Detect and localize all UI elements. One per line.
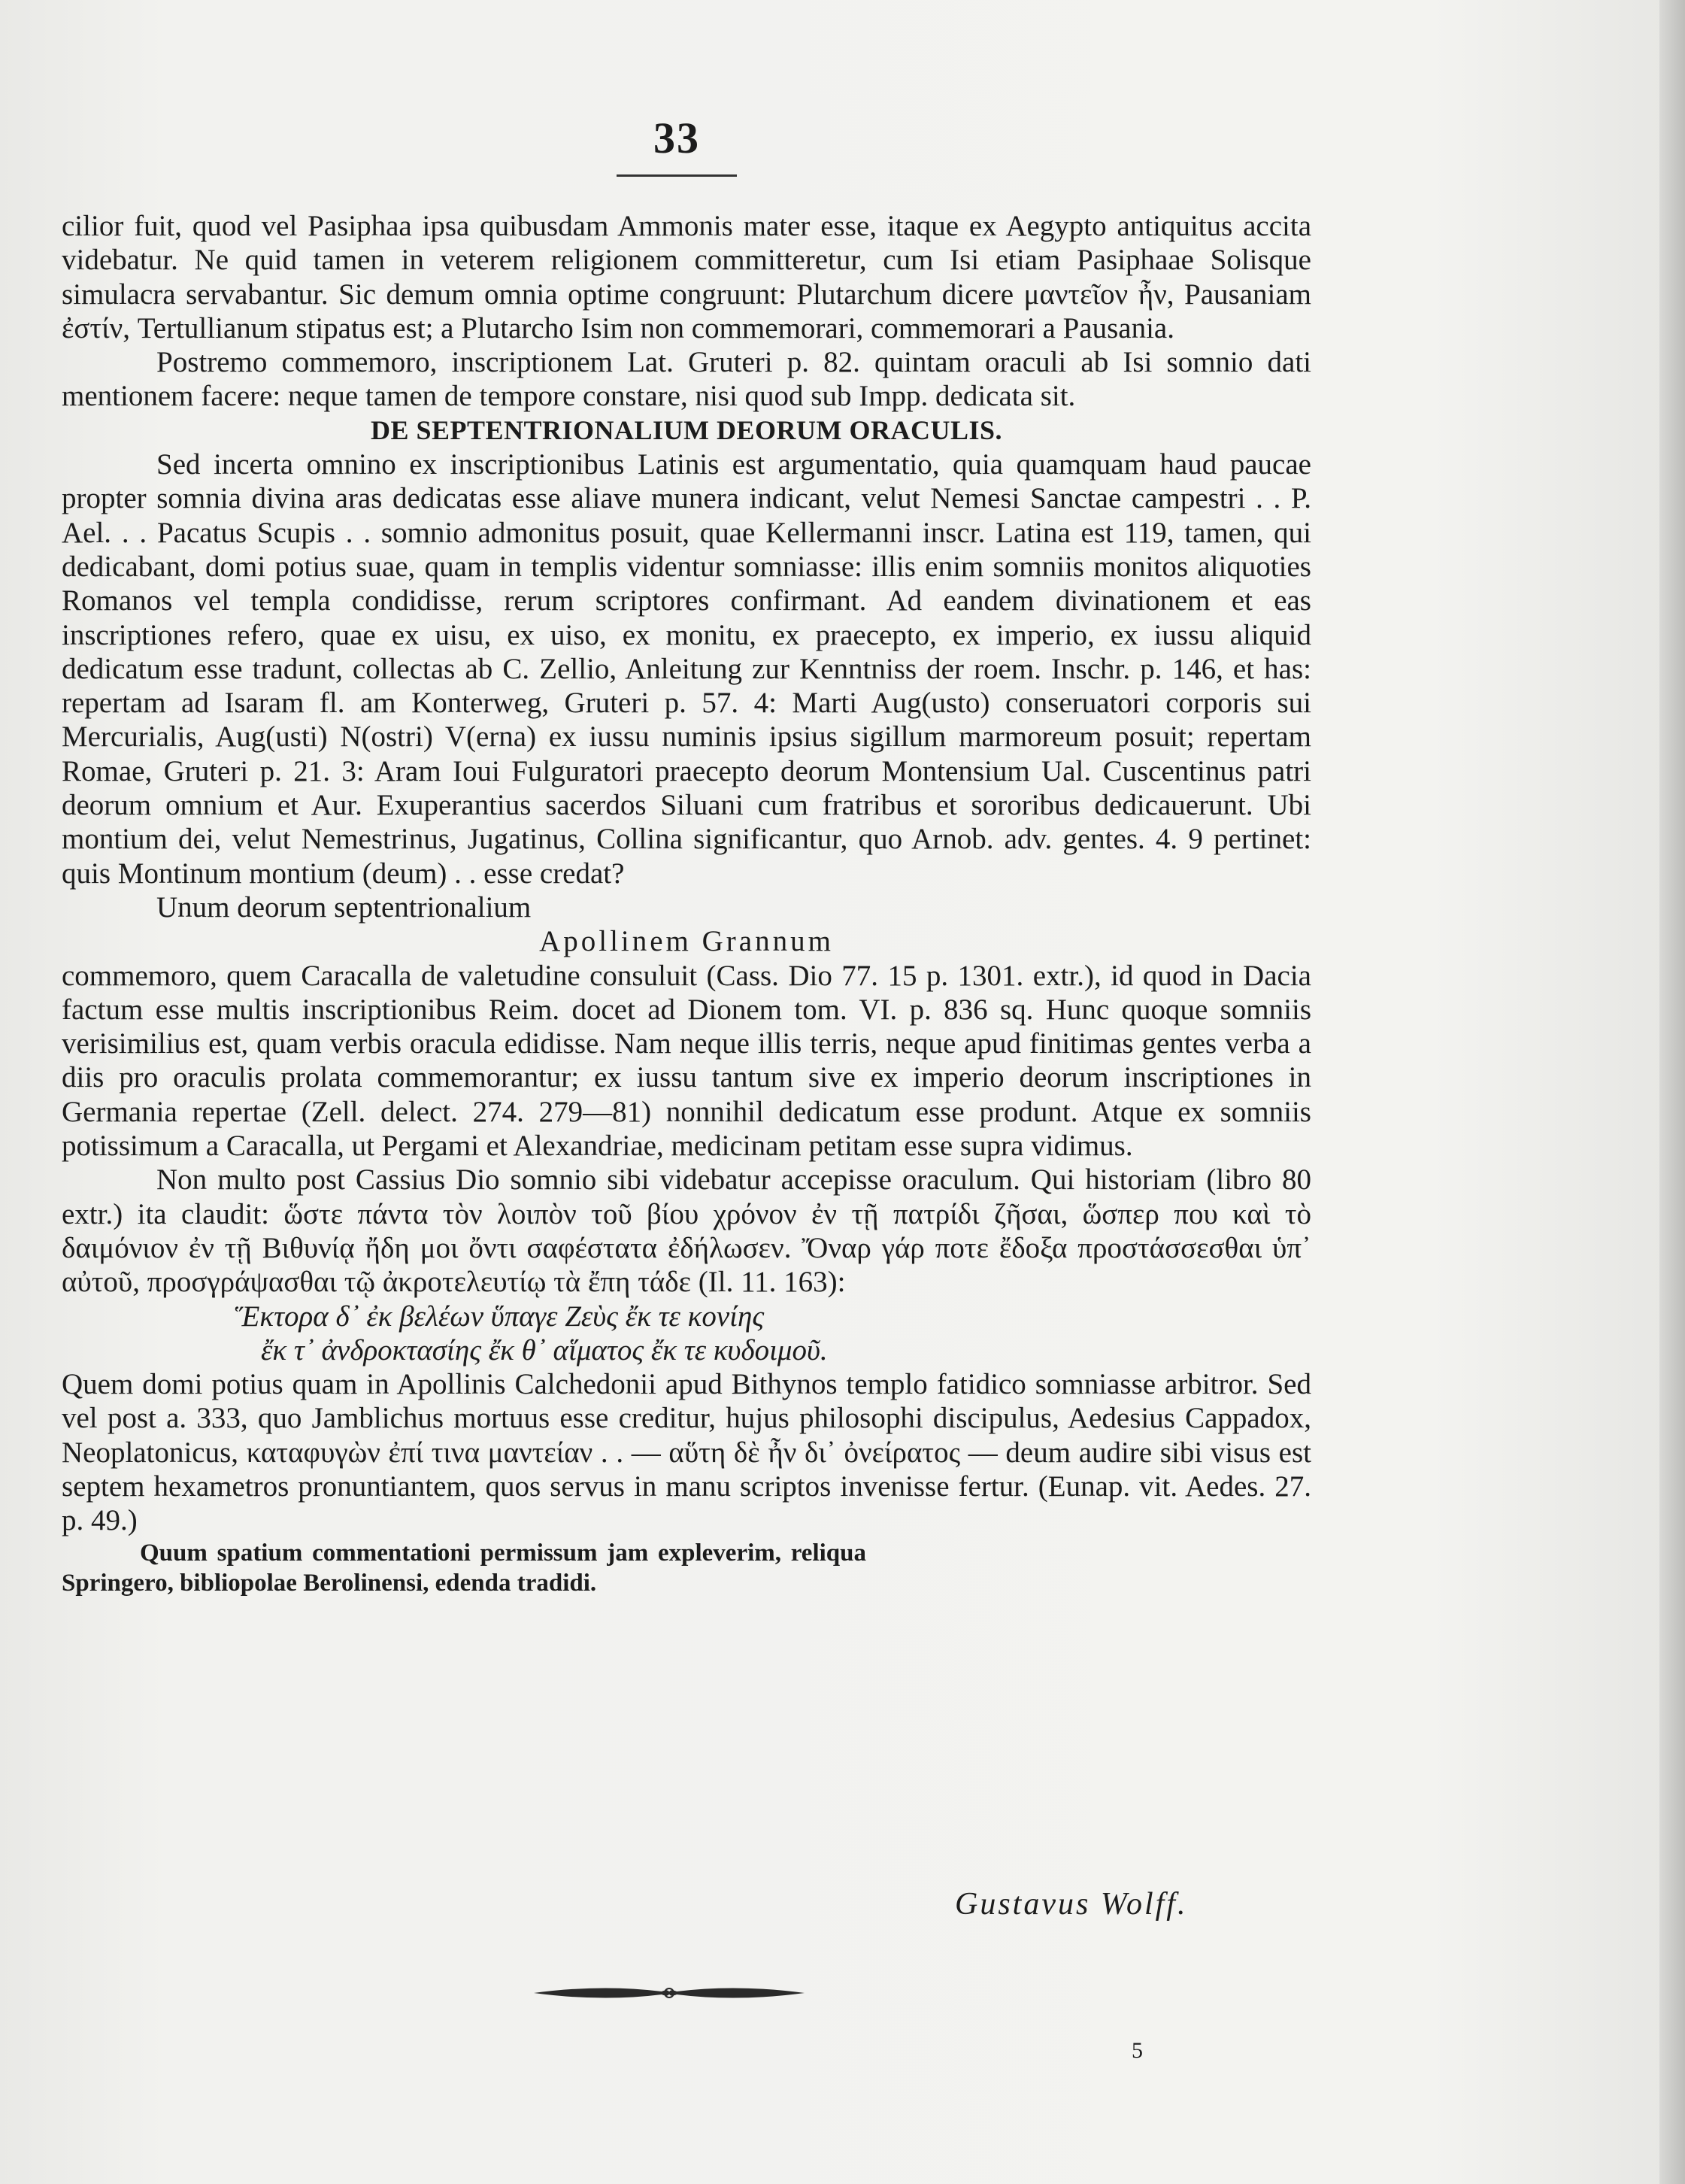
main-text (62, 209, 1311, 1598)
closing-note: Quum spatium commentationi permissum jam expleverim, reliqua Springero, bibliopolae Berolinensi, edenda tradidi. (62, 1539, 866, 1597)
paragraph-5: Non multo post Cassius Dio somnio sibi videbatur accepisse oraculum. Qui historiam (libro 80 extr.) ita claudit: ὥστε πάντα τὸν λοιπὸν τοῦ βίου χρόνον ἐν τῇ πατρίδι ζῆσαι, ὥσπερ που καὶ τὸ δαιμόνιον ἐν τῇ Βιθυνίᾳ ἤδη μοι ὄντι σαφέστατα ἐδήλωσεν. Ὄναρ γάρ ποτε ἔδοξα προστάσσεσθαι ὑπ᾽ αὐτοῦ, προσγράψασθαι τῷ ἀκροτελευτίῳ τὰ ἔπη τάδε (Il. 11. 163): (62, 1163, 1311, 1299)
author-signature: Gustavus Wolff. (955, 1887, 1188, 1922)
verse-line-1: Ἕκτορα δ᾽ ἐκ βελέων ὕπαγε Ζεὺς ἔκ τε κονίης (235, 1300, 765, 1333)
paragraph-4-name: Apollinem Grannum (539, 925, 834, 958)
paragraph-2: Postremo commemoro, inscriptionem Lat. Gruteri p. 82. quintam oraculi ab Isi somnio dati mentionem facere: neque tamen de tempore constare, nisi quod sub Impp. dedicata sit. (62, 346, 1311, 413)
section-heading: DE SEPTENTRIONALIUM DEORUM ORACULIS. (370, 414, 1003, 445)
page-edge (1659, 0, 1685, 2184)
page-number: 33 (653, 114, 700, 162)
paragraph-1: cilior fuit, quod vel Pasiphaa ipsa quibusdam Ammonis mater esse, itaque ex Aegypto antiquitus accita videbatur. Ne quid tamen in veterem religionem committeretur, cum Isi etiam Pasiphaae Solisque simulacra servabantur. Sic demum omnia optime congruunt: Plutarchum dicere μαντεῖον ἦν, Pausaniam ἐστίν, Tertullianum stipatus est; a Plutarcho Isim non commemorari, commemorari a Pausania. (62, 210, 1311, 344)
signature-mark: 5 (1132, 2038, 1143, 2063)
paragraph-6: Quem domi potius quam in Apollinis Calchedonii apud Bithynos templo fatidico somniasse arbitror. Sed vel post a. 333, quo Jamblichus mortuus esse creditur, hujus philosophi discipulus, Aedesius Cappadox, Neoplatonicus, καταφυγὼν ἐπί τινα μαντείαν . . — αὕτη δὲ ἦν δι᾽ ὀνείρατος — deum audire sibi visus est septem hexametros pronuntiantem, quos servus in manu scriptos invenisse fertur. (Eunap. vit. Aedes. 27. p. 49.) (62, 1368, 1311, 1537)
verse-line-2: ἔκ τ᾽ ἀνδροκτασίης ἔκ θ᾽ αἵματος ἔκ τε κυδοιμοῦ. (261, 1333, 828, 1367)
ornament-divider (526, 1978, 812, 2008)
header-rule (617, 174, 737, 177)
paragraph-4: commemoro, quem Caracalla de valetudine consuluit (Cass. Dio 77. 15 p. 1301. extr.), id quod in Dacia factum esse multis inscriptionibus Reim. docet ad Dionem tom. VI. p. 836 sq. Hunc quoque somniis verisimilius est, quam verbis oracula edidisse. Nam neque illis terris, neque apud finitimas gentes verba a diis pro oraculis prolata commemorantur; ex iussu tantum sive ex imperio deorum inscriptiones in Germania repertae (Zell. delect. 274. 279—81) nonnihil dedicatum esse produnt. Atque ex somniis potissimum a Caracalla, ut Pergami et Alexandriae, medicinam petitam esse supra vidimus. (62, 959, 1311, 1163)
paragraph-3: Sed incerta omnino ex inscriptionibus Latinis est argumentatio, quia quamquam haud paucae propter somnia divina aras dedicatas esse aliave munera indicant, velut Nemesi Sanctae campestri . . P. Ael. . . Pacatus Scupis . . somnio admonitus posuit, quae Kellermanni inscr. Latina est 119, tamen, qui dedicabant, domi potius suae, quam in templis videntur somniasse: illis enim somniis monitos aliquoties Romanos vel templa condidisse, rerum scriptores confirmant. Ad eandem divinationem et eas inscriptiones refero, quae ex uisu, ex uiso, ex monitu, ex praecepto, ex imperio, ex iussu aliquid dedicatum esse tradunt, collectas ab C. Zellio, Anleitung zur Kenntniss der roem. Inschr. p. 146, et has: repertam ad Isaram fl. am Konterweg, Gruteri p. 57. 4: Marti Aug(usto) conseruatori corporis sui Mercurialis, Aug(usti) N(ostri) V(erna) ex iussu numinis ipsius sigillum marmoreum posuit; repertam Romae, Gruteri p. 21. 3: Aram Ioui Fulguratori praecepto deorum Montensium Ual. Cuscentinus patri deorum omnium et Aur. Exuperantius sacerdos Siluani cum fratribus et sororibus dedicauerunt. Ubi montium dei, velut Nemestrinus, Jugatinus, Collina significantur, quo Arnob. adv. gentes. 4. 9 pertinet: quis Montinum montium (deum) . . esse credat? (62, 448, 1311, 890)
paragraph-4-lead: Unum deorum septentrionalium (156, 890, 532, 924)
